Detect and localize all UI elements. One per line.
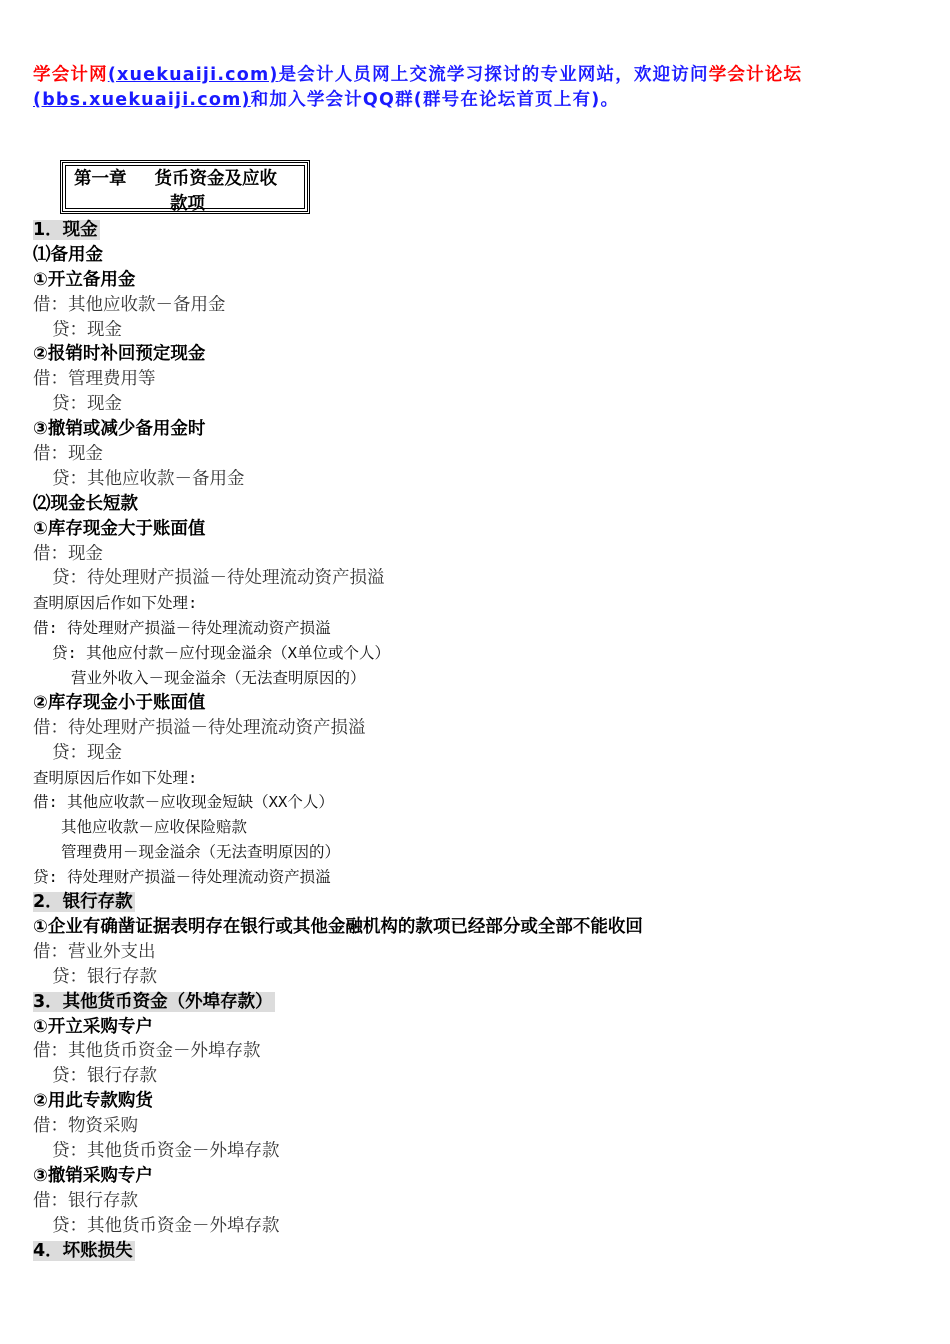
subsection-heading <box>33 517 923 542</box>
line-text: ①企业有确凿证据表明存在银行或其他金融机构的款项已经部分或全部不能收回 <box>33 916 643 937</box>
line-text: 贷：现金 <box>52 319 122 340</box>
journal-entry-line <box>33 940 923 965</box>
line-text: 借: 其他应收款－应收现金短缺（XX个人） <box>33 793 334 812</box>
subsection-heading <box>33 1164 923 1189</box>
line-text: 贷：现金 <box>52 394 122 415</box>
line-text: 借：营业外支出 <box>33 941 156 962</box>
line-text: 借：物资采购 <box>33 1116 138 1137</box>
note-line <box>33 766 923 791</box>
line-text: 3．其他货币资金（外埠存款） <box>33 991 273 1012</box>
line-text: 管理费用－现金溢余（无法查明原因的） <box>61 843 341 862</box>
note-line <box>33 840 923 865</box>
journal-entry-line <box>33 1114 923 1139</box>
note-line <box>33 641 923 666</box>
chapter-title <box>74 167 304 217</box>
line-text: 借：现金 <box>33 543 103 564</box>
subsection-heading <box>33 691 923 716</box>
journal-entry-line <box>33 467 923 492</box>
subsection-heading <box>33 915 923 940</box>
line-text: ⑵现金长短款 <box>33 493 138 514</box>
journal-entry-line <box>33 542 923 567</box>
subsection-heading <box>33 243 923 268</box>
site-name-link[interactable]: 学会计网 <box>33 65 108 85</box>
journal-entry-line <box>33 1039 923 1064</box>
forum-name-link[interactable]: 学会计论坛 <box>708 65 803 85</box>
journal-entry-line <box>33 442 923 467</box>
line-text: 贷：现金 <box>52 742 122 763</box>
journal-entry-line <box>33 965 923 990</box>
journal-entry-line <box>33 1139 923 1164</box>
note-line <box>33 591 923 616</box>
document-body <box>33 218 923 1263</box>
journal-entry-line <box>33 367 923 392</box>
line-text: 贷：其他货币资金－外埠存款 <box>52 1215 280 1236</box>
line-text: ③撤销采购专户 <box>33 1165 153 1186</box>
subsection-heading <box>33 268 923 293</box>
journal-entry-line <box>33 716 923 741</box>
journal-entry-line <box>33 1214 923 1239</box>
line-text: ⑴备用金 <box>33 244 103 265</box>
journal-entry-line <box>33 1189 923 1214</box>
line-text: 借：其他应收款－备用金 <box>33 294 226 315</box>
subsection-heading <box>33 342 923 367</box>
line-text: ①库存现金大于账面值 <box>33 518 206 539</box>
journal-entry-line <box>33 566 923 591</box>
section-heading <box>33 890 923 915</box>
forum-url-link[interactable]: (bbs.xuekuaiji.com) <box>33 90 251 110</box>
site-intro-text: 是会计人员网上交流学习探讨的专业网站，欢迎访问 <box>278 65 709 85</box>
line-text: 贷：待处理财产损溢－待处理流动资产损溢 <box>52 568 385 589</box>
line-text: 贷：其他货币资金－外埠存款 <box>52 1140 280 1161</box>
line-text: 贷：银行存款 <box>52 1066 157 1087</box>
subsection-heading <box>33 492 923 517</box>
journal-entry-line <box>33 741 923 766</box>
line-text: 借：现金 <box>33 444 103 465</box>
line-text: ②报销时补回预定现金 <box>33 344 206 365</box>
note-line <box>33 666 923 691</box>
line-text: ②库存现金小于账面值 <box>33 692 206 713</box>
line-text: 贷：银行存款 <box>52 966 157 987</box>
journal-entry-line <box>33 1064 923 1089</box>
note-line <box>33 865 923 890</box>
section-heading <box>33 990 923 1015</box>
line-text: ②用此专款购货 <box>33 1091 153 1112</box>
line-text: 借：其他货币资金－外埠存款 <box>33 1041 261 1062</box>
journal-entry-line <box>33 392 923 417</box>
line-text: 借: 待处理财产损溢－待处理流动资产损溢 <box>33 619 331 638</box>
line-text: ③撤销或减少备用金时 <box>33 419 206 440</box>
chapter-title-part1: 货币资金及应收 <box>154 169 277 189</box>
line-text: 1．现金 <box>33 220 98 240</box>
journal-entry-line <box>33 293 923 318</box>
line-text: 查明原因后作如下处理: <box>33 768 198 787</box>
subsection-heading <box>33 1089 923 1114</box>
chapter-number: 第一章 <box>74 169 127 189</box>
journal-entry-line <box>33 318 923 343</box>
line-text: 借：待处理财产损溢－待处理流动资产损溢 <box>33 717 366 738</box>
line-text: ①开立备用金 <box>33 269 136 290</box>
note-line <box>33 790 923 815</box>
note-line <box>33 616 923 641</box>
line-text: ①开立采购专户 <box>33 1016 153 1037</box>
site-header-notice <box>33 63 923 113</box>
line-text: 贷: 其他应付款－应付现金溢余（X单位或个人） <box>52 644 390 663</box>
line-text: 营业外收入－现金溢余（无法查明原因的） <box>71 669 366 688</box>
section-heading <box>33 218 923 243</box>
line-text: 4．坏账损失 <box>33 1240 133 1261</box>
subsection-heading <box>33 417 923 442</box>
site-url-link[interactable]: (xuekuaiji.com) <box>107 65 279 85</box>
line-text: 其他应收款－应收保险赔款 <box>61 818 248 837</box>
line-text: 借：银行存款 <box>33 1190 138 1211</box>
line-text: 查明原因后作如下处理: <box>33 594 198 613</box>
line-text: 贷：其他应收款－备用金 <box>52 468 245 489</box>
join-group-text: 和加入学会计QQ群(群号在论坛首页上有)。 <box>250 90 620 110</box>
chapter-title-part2: 款项 <box>170 194 205 214</box>
subsection-heading <box>33 1015 923 1040</box>
line-text: 2．银行存款 <box>33 892 133 913</box>
line-text: 借：管理费用等 <box>33 369 156 390</box>
line-text: 贷: 待处理财产损溢－待处理流动资产损溢 <box>33 868 331 887</box>
note-line <box>33 815 923 840</box>
section-heading <box>33 1239 923 1264</box>
